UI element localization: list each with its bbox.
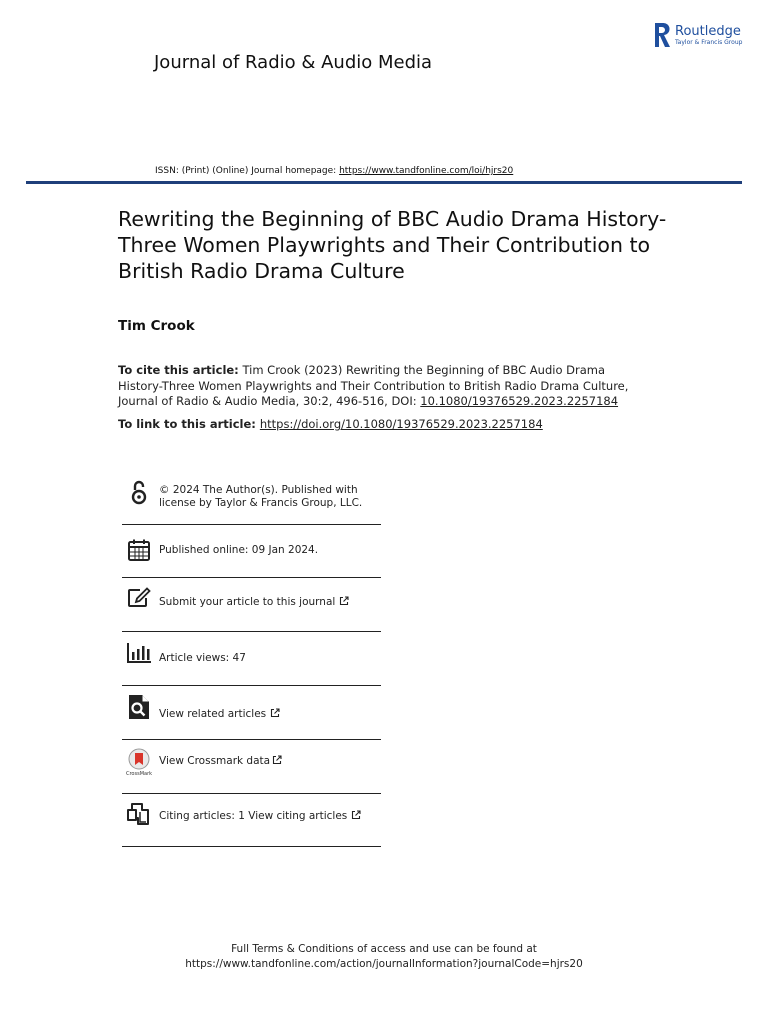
issn-text: ISSN: (Print) (Online) Journal homepage: <box>155 166 340 176</box>
citation-label: To cite this article: <box>118 363 239 377</box>
submit-row[interactable] <box>122 578 381 632</box>
bar-chart-icon <box>126 640 152 666</box>
header-divider <box>26 181 742 184</box>
article-link-block <box>118 417 543 431</box>
crossmark-data-label: View Crossmark data <box>159 755 271 767</box>
citing-articles-link[interactable] <box>159 810 361 823</box>
citing-row[interactable] <box>122 794 381 847</box>
terms-footer <box>0 942 768 972</box>
published-row <box>122 525 381 578</box>
related-row[interactable] <box>122 686 381 740</box>
citing-articles-icon <box>126 801 152 827</box>
citation-doi-link[interactable]: 10.1080/19376529.2023.2257184 <box>420 394 619 408</box>
publisher-subtitle: Taylor & Francis Group <box>675 38 743 46</box>
article-author: Tim Crook <box>118 318 195 334</box>
publisher-name: Routledge <box>675 23 741 39</box>
article-link-label: To link to this article: <box>118 417 256 431</box>
edit-icon <box>126 585 152 611</box>
crossmark-icon <box>126 749 152 775</box>
views-row <box>122 632 381 686</box>
related-articles-link[interactable] <box>159 708 280 721</box>
submit-article-link[interactable] <box>159 596 349 609</box>
open-access-icon <box>126 480 152 506</box>
related-articles-label: View related articles <box>159 708 267 720</box>
article-info-list <box>122 474 381 847</box>
citing-articles-label: Citing articles: 1 View citing articles <box>159 810 348 822</box>
journal-title: Journal of Radio & Audio Media <box>154 52 433 73</box>
publisher-logo[interactable] <box>653 22 742 48</box>
submit-article-label: Submit your article to this journal <box>159 596 336 608</box>
published-date: Published online: 09 Jan 2024. <box>159 544 319 556</box>
search-document-icon <box>126 694 152 720</box>
external-link-icon <box>351 810 361 820</box>
terms-text: Full Terms & Conditions of access and use can be found at <box>231 943 537 955</box>
article-doi-link[interactable]: https://doi.org/10.1080/19376529.2023.2257184 <box>259 417 543 431</box>
external-link-icon <box>339 596 349 606</box>
crossmark-data-link[interactable] <box>159 755 282 768</box>
article-views: Article views: 47 <box>159 652 246 664</box>
citation-text: Tim Crook (2023) Rewriting the Beginning of BBC Audio Drama History-Three Women Playwrights and Their Contribution to British Radio Drama Culture, Journal of Radio & Audio Media, 30:2, 496-516, DOI: <box>118 363 629 408</box>
issn-line <box>155 166 513 176</box>
license-row <box>122 474 381 525</box>
routledge-logo-icon <box>653 22 671 48</box>
crossmark-row[interactable] <box>122 740 381 794</box>
terms-url[interactable]: https://www.tandfonline.com/action/journalInformation?journalCode=hjrs20 <box>185 958 583 970</box>
journal-homepage-link[interactable]: https://www.tandfonline.com/loi/hjrs20 <box>339 166 514 176</box>
citation-block <box>118 363 648 410</box>
crossmark-icon-label: CrossMark <box>126 771 152 776</box>
external-link-icon <box>272 755 282 765</box>
calendar-icon <box>126 537 152 563</box>
external-link-icon <box>270 708 280 718</box>
article-title: Rewriting the Beginning of BBC Audio Drama History- Three Women Playwrights and Their Contribution to British Radio Drama Culture <box>118 207 667 283</box>
license-text: © 2024 The Author(s). Published with license by Taylor & Francis Group, LLC. <box>159 484 363 509</box>
